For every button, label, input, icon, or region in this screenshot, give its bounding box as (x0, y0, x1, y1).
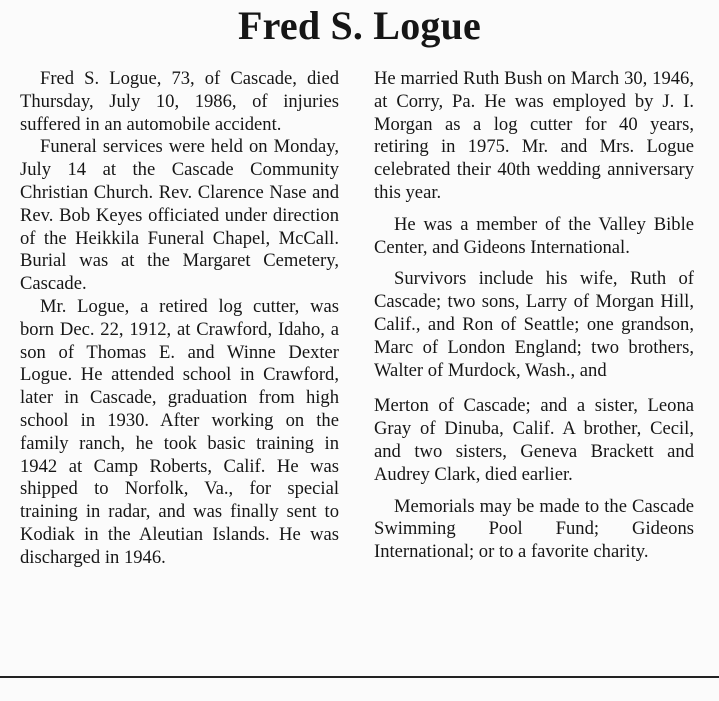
bottom-rule (0, 676, 719, 678)
article-column-left (20, 68, 339, 570)
paragraph-death-notice: Fred S. Logue, 73, of Cascade, died Thursday, July 10, 1986, of injuries suffered in an automobile accident. (20, 68, 339, 135)
column-gutter (355, 70, 356, 660)
headline: Fred S. Logue (238, 3, 481, 48)
paragraph-memberships: He was a member of the Valley Bible Center, and Gideons International. (374, 213, 694, 258)
paragraph-memorials: Memorials may be made to the Cascade Swimming Pool Fund; Gideons International; or to a favorite charity. (374, 495, 694, 563)
paragraph-survivors: Survivors include his wife, Ruth of Cascade; two sons, Larry of Morgan Hill, Calif., and Ron of Seattle; one grandson, Marc of London England; two brothers, Walter of Murdock, Wash., and (374, 268, 694, 381)
article-column-right (374, 68, 694, 564)
paragraph-marriage-career: He married Ruth Bush on March 30, 1946, at Corry, Pa. He was employed by J. I. Morgan as a log cutter for 40 years, retiring in 1975. Mr. and Mrs. Logue celebrated their 40th wedding anniversary this year. (374, 68, 694, 203)
paragraph-biography: Mr. Logue, a retired log cutter, was born Dec. 22, 1912, at Crawford, Idaho, a son of Thomas E. and Winne Dexter Logue. He attended school in Crawford, later in Cascade, graduation from high school in 1930. After working on the family ranch, he took basic training in 1942 at Camp Roberts, Calif. He was shipped to Norfolk, Va., for special training in radar, and was finally sent to Kodiak in the Aleutian Islands. He was discharged in 1946. (20, 295, 339, 568)
paragraph-funeral-services: Funeral services were held on Monday, July 14 at the Cascade Community Christian Church. Rev. Clarence Nase and Rev. Bob Keyes officiated under direction of the Heikkila Funeral Chapel, McCall. Burial was at the Margaret Cemetery, Cascade. (20, 136, 339, 295)
paragraph-survivors-continued: Merton of Cascade; and a sister, Leona Gray of Dinuba, Calif. A brother, Cecil, and two sisters, Geneva Brackett and Audrey Clark, died earlier. (374, 395, 694, 485)
